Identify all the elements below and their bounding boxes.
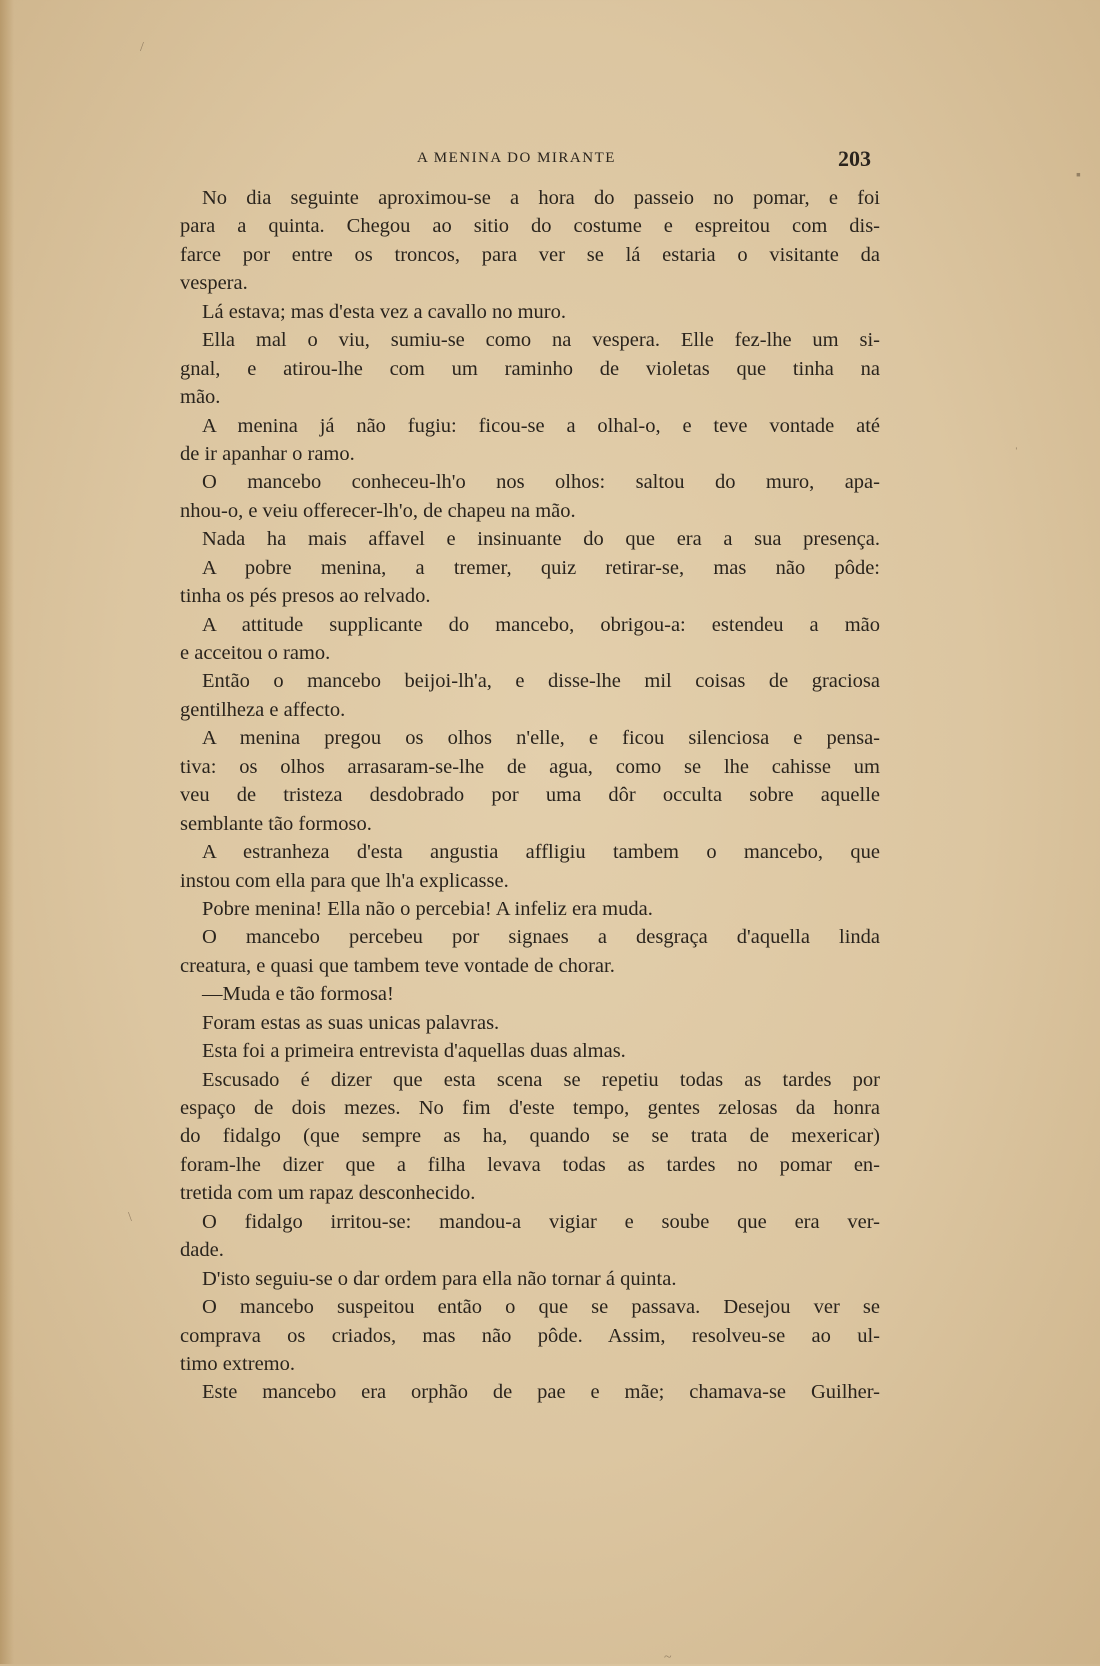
text-line: A pobre menina, a tremer, quiz retirar-se, mas não pôde: xyxy=(202,556,880,579)
text-line: Ella mal o viu, sumiu-se como na vespera. Elle fez-lhe um si- xyxy=(202,329,880,352)
text-line: e acceitou o ramo. xyxy=(180,642,331,664)
text-line: No dia seguinte aproximou-se a hora do passeio no pomar, e foi xyxy=(202,187,880,209)
text-line: comprava os criados, mas não pôde. Assim, resolveu-se ao ul- xyxy=(180,1324,880,1347)
page-binding-edge xyxy=(0,0,14,1664)
text-line: farce por entre os troncos, para ver se lá estaria o visitante da xyxy=(180,243,880,266)
body-text xyxy=(180,184,880,1407)
text-line: tretida com um rapaz desconhecido. xyxy=(180,1182,476,1205)
running-title: A MENINA DO MIRANTE xyxy=(417,150,616,166)
text-line: semblante tão formoso. xyxy=(180,812,372,835)
text-line: vespera. xyxy=(180,272,248,295)
text-line: Este mancebo era orphão de pae e mãe; chamava-se Guilher- xyxy=(202,1381,880,1404)
text-line: O mancebo percebeu por signaes a desgraça d'aquella linda xyxy=(202,926,880,949)
text-line: do fidalgo (que sempre as ha, quando se se trata de mexericar) xyxy=(180,1125,880,1148)
text-line: creatura, e quasi que tambem teve vontade de chorar. xyxy=(180,954,615,977)
text-line: tinha os pés presos ao relvado. xyxy=(180,585,431,608)
text-line: O mancebo conheceu-lh'o nos olhos: saltou do muro, apa- xyxy=(202,471,880,494)
text-line: —Muda e tão formosa! xyxy=(202,983,394,1006)
text-line: Nada ha mais affavel e insinuante do que era a sua presença. xyxy=(202,528,880,551)
page-number: 203 xyxy=(838,146,871,171)
speck-mark: ▪ xyxy=(1076,168,1081,183)
text-line: gentilheza e affecto. xyxy=(180,698,346,721)
text-line: Lá estava; mas d'esta vez a cavallo no muro. xyxy=(202,300,567,323)
text-line: dade. xyxy=(180,1239,224,1262)
speck-mark: ~ xyxy=(664,1650,672,1665)
text-line: mão. xyxy=(180,386,221,409)
speck-mark: ˈ xyxy=(1014,446,1019,461)
text-line: Então o mancebo beijoi-lh'a, e disse-lhe mil coisas de graciosa xyxy=(202,670,880,693)
text-line: instou com ella para que lh'a explicasse. xyxy=(180,869,509,892)
text-line: Pobre menina! Ella não o percebia! A infeliz era muda. xyxy=(202,897,653,920)
text-line: foram-lhe dizer que a filha levava todas as tardes no pomar en- xyxy=(180,1153,880,1176)
text-line: gnal, e atirou-lhe com um raminho de violetas que tinha na xyxy=(180,357,880,380)
text-line: espaço de dois mezes. No fim d'este tempo, gentes zelosas da honra xyxy=(180,1097,880,1119)
text-line: D'isto seguiu-se o dar ordem para ella não tornar á quinta. xyxy=(202,1267,677,1290)
text-line: A menina pregou os olhos n'elle, e ficou silenciosa e pensa- xyxy=(202,727,880,750)
page-header xyxy=(180,146,875,176)
text-line: A attitude supplicante do mancebo, obrigou-a: estendeu a mão xyxy=(202,613,880,636)
text-line: nhou-o, e veiu offerecer-lh'o, de chapeu na mão. xyxy=(180,499,576,522)
text-line: veu de tristeza desdobrado por uma dôr occulta sobre aquelle xyxy=(180,784,880,807)
text-line: O fidalgo irritou-se: mandou-a vigiar e soube que era ver- xyxy=(202,1210,880,1233)
speck-mark: / xyxy=(140,40,144,55)
text-line: Escusado é dizer que esta scena se repetiu todas as tardes por xyxy=(202,1068,880,1091)
text-line: Esta foi a primeira entrevista d'aquellas duas almas. xyxy=(202,1040,626,1063)
text-line: O mancebo suspeitou então o que se passava. Desejou ver se xyxy=(202,1296,880,1319)
text-line: A estranheza d'esta angustia affligiu tambem o mancebo, que xyxy=(202,841,880,864)
text-line: A menina já não fugiu: ficou-se a olhal-o, e teve vontade até xyxy=(202,414,880,437)
text-line: tiva: os olhos arrasaram-se-lhe de agua, como se lhe cahisse um xyxy=(180,755,880,778)
text-line: de ir apanhar o ramo. xyxy=(180,442,355,465)
text-line: para a quinta. Chegou ao sitio do costume e espreitou com dis- xyxy=(180,215,880,238)
text-line: Foram estas as suas unicas palavras. xyxy=(202,1011,500,1034)
speck-mark: \ xyxy=(128,1210,132,1225)
text-line: timo extremo. xyxy=(180,1352,296,1375)
